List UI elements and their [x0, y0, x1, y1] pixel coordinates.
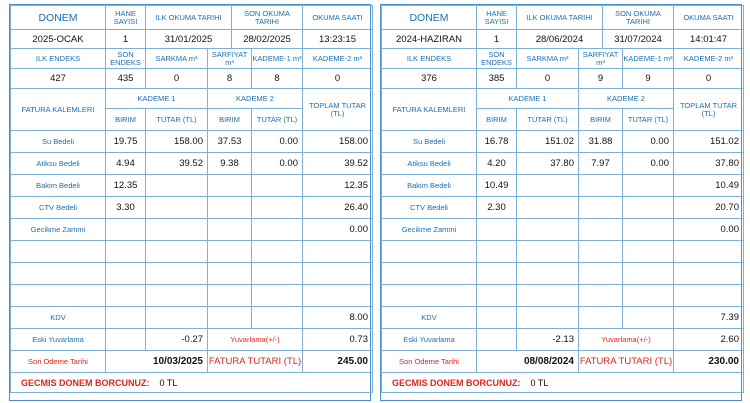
kademe2-m3-header: KADEME-2 m³ — [303, 49, 373, 69]
hane-header: HANE SAYISI — [106, 6, 146, 30]
gecmis-borc-value: 0 TL — [159, 377, 178, 388]
item-birim1 — [477, 219, 517, 241]
item-birim1: 19.75 — [106, 131, 146, 153]
bill-table — [381, 5, 744, 393]
kademe2-header: KADEME 2 — [208, 89, 303, 109]
ilk-endeks-value: 376 — [382, 69, 477, 89]
gecmis-borc-row — [11, 373, 373, 393]
item-tutar2: 0.00 — [623, 153, 674, 175]
son-endeks-header: SON ENDEKS — [477, 49, 517, 69]
item-tutar2: 0.00 — [252, 153, 303, 175]
item-tutar2 — [252, 219, 303, 241]
item-birim2 — [579, 197, 623, 219]
kdv-value: 7.39 — [674, 307, 744, 329]
yuvarlama-label: Yuvarlama(+/-) — [208, 329, 303, 351]
item-total: 10.49 — [674, 175, 744, 197]
item-name: Gecikme Zammi — [382, 219, 477, 241]
item-row — [382, 219, 744, 241]
bill-table — [10, 5, 373, 393]
item-name: Atiksu Bedeli — [11, 153, 106, 175]
item-birim2: 9.38 — [208, 153, 252, 175]
ilk-okuma-value: 31/01/2025 — [146, 30, 232, 49]
eski-yuvarlama-label: Eski Yuvarlama — [382, 329, 477, 351]
son-okuma-header: SON OKUMA TARIHI — [603, 6, 674, 30]
kademe1-m3-header: KADEME-1 m³ — [623, 49, 674, 69]
item-name: CTV Bedeli — [382, 197, 477, 219]
tutar2-header: TUTAR (TL) — [623, 109, 674, 131]
item-birim2: 31.88 — [579, 131, 623, 153]
okuma-saati-value: 14:01:47 — [674, 30, 744, 49]
gecmis-borc-row — [382, 373, 744, 393]
item-birim2: 7.97 — [579, 153, 623, 175]
kdv-value: 8.00 — [303, 307, 373, 329]
item-row — [382, 131, 744, 153]
ilk-okuma-value: 28/06/2024 — [517, 30, 603, 49]
item-total: 37.80 — [674, 153, 744, 175]
item-tutar1 — [146, 175, 208, 197]
son-odeme-value: 10/03/2025 — [106, 351, 208, 373]
fatura-kalemleri-header: FATURA KALEMLERI — [11, 89, 106, 131]
toplam-tutar-header: TOPLAM TUTAR (TL) — [674, 89, 744, 131]
yuvarlama-label: Yuvarlama(+/-) — [579, 329, 674, 351]
item-row — [11, 197, 373, 219]
donem-value: 2025-OCAK — [11, 30, 106, 49]
item-tutar1 — [517, 197, 579, 219]
sarkma-header: SARKMA m³ — [146, 49, 208, 69]
okuma-saati-header: OKUMA SAATI — [303, 6, 373, 30]
donem-header: DONEM — [382, 6, 477, 30]
ilk-okuma-header: ILK OKUMA TARIHI — [146, 6, 232, 30]
okuma-saati-header: OKUMA SAATI — [674, 6, 744, 30]
son-okuma-header: SON OKUMA TARIHI — [232, 6, 303, 30]
sarkma-value: 0 — [146, 69, 208, 89]
item-birim2: 37.53 — [208, 131, 252, 153]
hane-value: 1 — [106, 30, 146, 49]
item-name: Atiksu Bedeli — [382, 153, 477, 175]
kademe2-m3-value: 0 — [303, 69, 373, 89]
kademe1-header: KADEME 1 — [477, 89, 579, 109]
item-tutar1 — [146, 197, 208, 219]
item-name: Su Bedeli — [11, 131, 106, 153]
item-name: Gecikme Zammi — [11, 219, 106, 241]
item-birim2 — [208, 197, 252, 219]
ilk-endeks-value: 427 — [11, 69, 106, 89]
okuma-saati-value: 13:23:15 — [303, 30, 373, 49]
item-birim2 — [208, 175, 252, 197]
son-endeks-value: 435 — [106, 69, 146, 89]
kdv-label: KDV — [11, 307, 106, 329]
eski-yuvarlama-value: -0.27 — [146, 329, 208, 351]
son-odeme-label: Son Odeme Tarihi — [11, 351, 106, 373]
item-name: CTV Bedeli — [11, 197, 106, 219]
item-row — [382, 175, 744, 197]
kademe1-m3-value: 8 — [252, 69, 303, 89]
tutar2-header: TUTAR (TL) — [252, 109, 303, 131]
son-endeks-header: SON ENDEKS — [106, 49, 146, 69]
item-tutar1 — [146, 219, 208, 241]
hane-value: 1 — [477, 30, 517, 49]
item-total: 151.02 — [674, 131, 744, 153]
item-tutar2 — [252, 175, 303, 197]
item-birim1: 4.20 — [477, 153, 517, 175]
item-tutar2 — [623, 175, 674, 197]
tutar1-header: TUTAR (TL) — [146, 109, 208, 131]
item-total: 20.70 — [674, 197, 744, 219]
item-birim2 — [208, 219, 252, 241]
item-total: 158.00 — [303, 131, 373, 153]
kademe2-header: KADEME 2 — [579, 89, 674, 109]
eski-yuvarlama-value: -2.13 — [517, 329, 579, 351]
kademe2-m3-value: 0 — [674, 69, 744, 89]
kademe1-header: KADEME 1 — [106, 89, 208, 109]
donem-value: 2024-HAZIRAN — [382, 30, 477, 49]
item-name: Bakim Bedeli — [382, 175, 477, 197]
ilk-okuma-header: ILK OKUMA TARIHI — [517, 6, 603, 30]
birim1-header: BIRIM — [106, 109, 146, 131]
sarfiyat-header: SARFIYAT m³ — [579, 49, 623, 69]
item-row — [382, 153, 744, 175]
item-birim1: 10.49 — [477, 175, 517, 197]
fatura-tutari-value: 245.00 — [303, 351, 373, 373]
birim2-header: BIRIM — [579, 109, 623, 131]
gecmis-borc-label: GECMIS DONEM BORCUNUZ: — [21, 377, 150, 388]
kademe1-m3-value: 9 — [623, 69, 674, 89]
item-tutar2 — [623, 219, 674, 241]
son-odeme-value: 08/08/2024 — [477, 351, 579, 373]
item-birim1: 4.94 — [106, 153, 146, 175]
item-row — [11, 175, 373, 197]
item-birim2 — [579, 175, 623, 197]
sarkma-value: 0 — [517, 69, 579, 89]
item-row — [11, 131, 373, 153]
item-tutar1: 39.52 — [146, 153, 208, 175]
item-row — [11, 153, 373, 175]
son-endeks-value: 385 — [477, 69, 517, 89]
fatura-kalemleri-header: FATURA KALEMLERI — [382, 89, 477, 131]
item-name: Bakim Bedeli — [11, 175, 106, 197]
item-tutar1: 158.00 — [146, 131, 208, 153]
item-birim1: 3.30 — [106, 197, 146, 219]
item-tutar2: 0.00 — [623, 131, 674, 153]
item-birim1 — [106, 219, 146, 241]
item-row — [11, 219, 373, 241]
eski-yuvarlama-label: Eski Yuvarlama — [11, 329, 106, 351]
yuvarlama-value: 0.73 — [303, 329, 373, 351]
ilk-endeks-header: ILK ENDEKS — [382, 49, 477, 69]
sarfiyat-header: SARFIYAT m³ — [208, 49, 252, 69]
item-tutar1 — [517, 175, 579, 197]
item-tutar2: 0.00 — [252, 131, 303, 153]
item-tutar1: 37.80 — [517, 153, 579, 175]
hane-header: HANE SAYISI — [477, 6, 517, 30]
item-tutar1 — [517, 219, 579, 241]
birim2-header: BIRIM — [208, 109, 252, 131]
bill-2025-ocak — [9, 4, 371, 401]
fatura-tutari-label: FATURA TUTARI (TL) — [579, 351, 674, 373]
item-tutar2 — [252, 197, 303, 219]
kademe2-m3-header: KADEME-2 m³ — [674, 49, 744, 69]
item-birim1: 2.30 — [477, 197, 517, 219]
tutar1-header: TUTAR (TL) — [517, 109, 579, 131]
gecmis-borc-value: 0 TL — [530, 377, 549, 388]
item-total: 39.52 — [303, 153, 373, 175]
toplam-tutar-header: TOPLAM TUTAR (TL) — [303, 89, 373, 131]
fatura-tutari-label: FATURA TUTARI (TL) — [208, 351, 303, 373]
donem-header: DONEM — [11, 6, 106, 30]
ilk-endeks-header: ILK ENDEKS — [11, 49, 106, 69]
sarfiyat-value: 9 — [579, 69, 623, 89]
son-okuma-value: 28/02/2025 — [232, 30, 303, 49]
son-odeme-label: Son Odeme Tarihi — [382, 351, 477, 373]
kdv-label: KDV — [382, 307, 477, 329]
item-total: 12.35 — [303, 175, 373, 197]
item-tutar2 — [623, 197, 674, 219]
kademe1-m3-header: KADEME-1 m³ — [252, 49, 303, 69]
item-birim1: 16.78 — [477, 131, 517, 153]
item-row — [382, 197, 744, 219]
item-name: Su Bedeli — [382, 131, 477, 153]
sarfiyat-value: 8 — [208, 69, 252, 89]
item-tutar1: 151.02 — [517, 131, 579, 153]
birim1-header: BIRIM — [477, 109, 517, 131]
item-birim1: 12.35 — [106, 175, 146, 197]
sarkma-header: SARKMA m³ — [517, 49, 579, 69]
yuvarlama-value: 2.60 — [674, 329, 744, 351]
item-birim2 — [579, 219, 623, 241]
gecmis-borc-label: GECMIS DONEM BORCUNUZ: — [392, 377, 521, 388]
bill-2024-haziran — [380, 4, 742, 401]
fatura-tutari-value: 230.00 — [674, 351, 744, 373]
item-total: 26.40 — [303, 197, 373, 219]
item-total: 0.00 — [674, 219, 744, 241]
item-total: 0.00 — [303, 219, 373, 241]
son-okuma-value: 31/07/2024 — [603, 30, 674, 49]
